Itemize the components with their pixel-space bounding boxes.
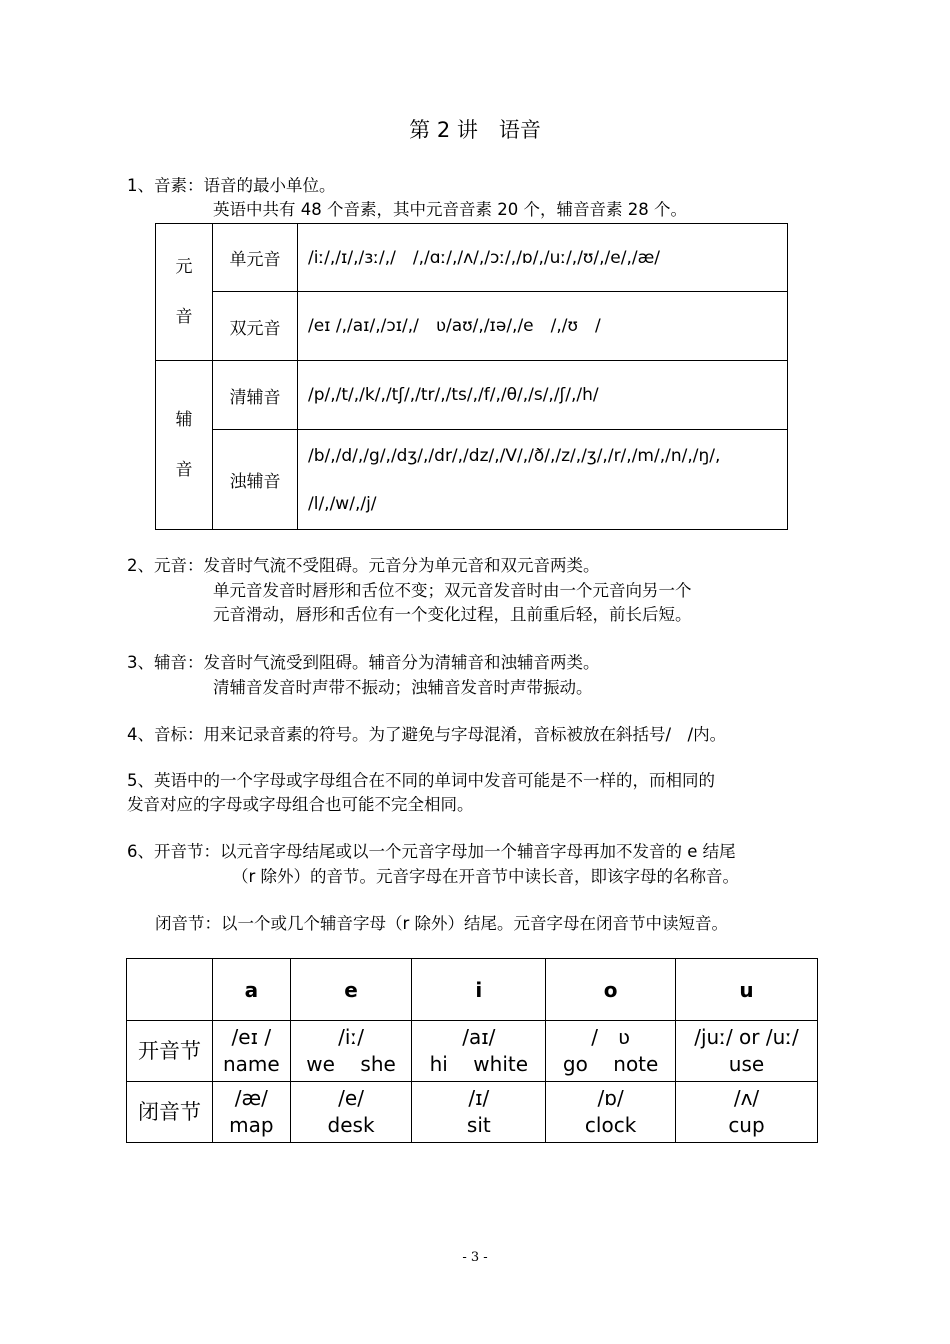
open-o-word-1: go (562, 1052, 588, 1076)
open-i-word-2: white (473, 1052, 529, 1076)
section-2-line-1: 2、元音：发音时气流不受阻碍。元音分为单元音和双元音两类。 (127, 556, 600, 575)
vowel-category-cell (156, 224, 213, 361)
section-2-line-2: 单元音发音时唇形和舌位不变；双元音发音时由一个元音向另一个 (213, 581, 692, 600)
closed-e-ipa: /e/ (338, 1086, 364, 1110)
open-a-ipa: /eɪ / (231, 1025, 272, 1049)
section-5-line-1: 5、英语中的一个字母或字母组合在不同的单词中发音可能是不一样的，而相同的 (127, 771, 715, 790)
section-1-line-2: 英语中共有 48 个音素，其中元音音素 20 个，辅音音素 28 个。 (213, 200, 687, 219)
section-5-line-2: 发音对应的字母或字母组合也可能不完全相同。 (127, 795, 474, 814)
closed-u-word: cup (728, 1113, 765, 1137)
monophthong-label: 单元音 (213, 224, 298, 292)
section-3-line-2: 清辅音发音时声带不振动；浊辅音发音时声带振动。 (213, 678, 593, 697)
open-e-ipa: /iː/ (338, 1025, 364, 1049)
closed-o-word: clock (584, 1113, 637, 1137)
header-o: o (546, 959, 676, 1021)
open-u-word: use (728, 1052, 765, 1076)
open-a-word: name (222, 1052, 280, 1076)
closed-u-cell (676, 1082, 818, 1143)
section-2-line-3: 元音滑动，唇形和舌位有一个变化过程，且前重后轻，前长后短。 (213, 605, 692, 624)
vowel-label-1: 元 (175, 257, 193, 277)
vowel-label-2: 音 (175, 307, 193, 327)
corner-cell (127, 959, 213, 1021)
monophthong-value: /iː/,/ɪ/,/ɜː/,/ /,/ɑː/,/ʌ/,/ɔː/,/ɒ/,/uː/,/ʊ/,/e/,/æ/ (298, 224, 788, 292)
vowel-syllable-table (126, 958, 818, 1143)
phoneme-table (155, 223, 788, 530)
voiced-value-cell (298, 430, 788, 530)
voiced-label: 浊辅音 (213, 430, 298, 530)
consonant-category-cell (156, 361, 213, 530)
open-u-cell (676, 1021, 818, 1082)
closed-a-cell (213, 1082, 291, 1143)
closed-o-cell (546, 1082, 676, 1143)
voiced-value-line-2: /l/,/w/,/j/ (308, 493, 377, 514)
voiceless-label: 清辅音 (213, 361, 298, 430)
closed-u-ipa: /ʌ/ (733, 1086, 760, 1110)
consonant-label-2: 音 (175, 460, 193, 480)
closed-i-cell (412, 1082, 546, 1143)
consonant-label-1: 辅 (175, 410, 193, 430)
open-i-ipa: /aɪ/ (462, 1025, 496, 1049)
diphthong-value: /eɪ /,/aɪ/,/ɔɪ/,/ ʋ/aʊ/,/ɪə/,/e /,/ʊ / (298, 292, 788, 361)
voiced-value-line-1: /b/,/d/,/g/,/dʒ/,/dr/,/dz/,/V/,/ð/,/z/,/ʒ/,/r/,/m/,/n/,/ŋ/, (308, 445, 721, 466)
open-a-cell (213, 1021, 291, 1082)
header-i: i (412, 959, 546, 1021)
open-o-word-2: note (613, 1052, 659, 1076)
closed-a-word: map (229, 1113, 274, 1137)
header-e: e (290, 959, 412, 1021)
closed-o-ipa: /ɒ/ (597, 1086, 624, 1110)
page-number: - 3 - (462, 1250, 488, 1265)
section-6-line-2: （r 除外）的音节。元音字母在开音节中读长音，即该字母的名称音。 (232, 867, 740, 886)
closed-syllable-label: 闭音节 (127, 1082, 213, 1143)
open-o-ipa: / ʋ (591, 1025, 630, 1049)
page-title: 第 2 讲 语音 (409, 118, 541, 142)
closed-i-ipa: /ɪ/ (468, 1086, 490, 1110)
header-a: a (213, 959, 291, 1021)
voiceless-value: /p/,/t/,/k/,/tʃ/,/tr/,/ts/,/f/,/θ/,/s/,/ʃ/,/h/ (298, 361, 788, 430)
closed-i-word: sit (466, 1113, 491, 1137)
open-i-cell (412, 1021, 546, 1082)
open-u-ipa: /juː/ or /uː/ (694, 1025, 799, 1049)
open-i-word-1: hi (429, 1052, 448, 1076)
open-syllable-label: 开音节 (127, 1021, 213, 1082)
closed-e-cell (290, 1082, 412, 1143)
open-e-cell (290, 1021, 412, 1082)
closed-a-ipa: /æ/ (234, 1086, 268, 1110)
section-6-line-1: 6、开音节：以元音字母结尾或以一个元音字母加一个辅音字母再加不发音的 e 结尾 (127, 842, 736, 861)
open-o-cell (546, 1021, 676, 1082)
closed-e-word: desk (327, 1113, 375, 1137)
section-3-line-1: 3、辅音：发音时气流受到阻碍。辅音分为清辅音和浊辅音两类。 (127, 653, 600, 672)
open-e-word-2: she (360, 1052, 396, 1076)
section-6-line-3: 闭音节：以一个或几个辅音字母（r 除外）结尾。元音字母在闭音节中读短音。 (155, 914, 729, 933)
diphthong-label: 双元音 (213, 292, 298, 361)
open-e-word-1: we (306, 1052, 335, 1076)
section-4-line-1: 4、音标：用来记录音素的符号。为了避免与字母混淆，音标被放在斜括号/ /内。 (127, 725, 727, 744)
section-1-line-1: 1、音素：语音的最小单位。 (127, 176, 336, 195)
header-u: u (676, 959, 818, 1021)
